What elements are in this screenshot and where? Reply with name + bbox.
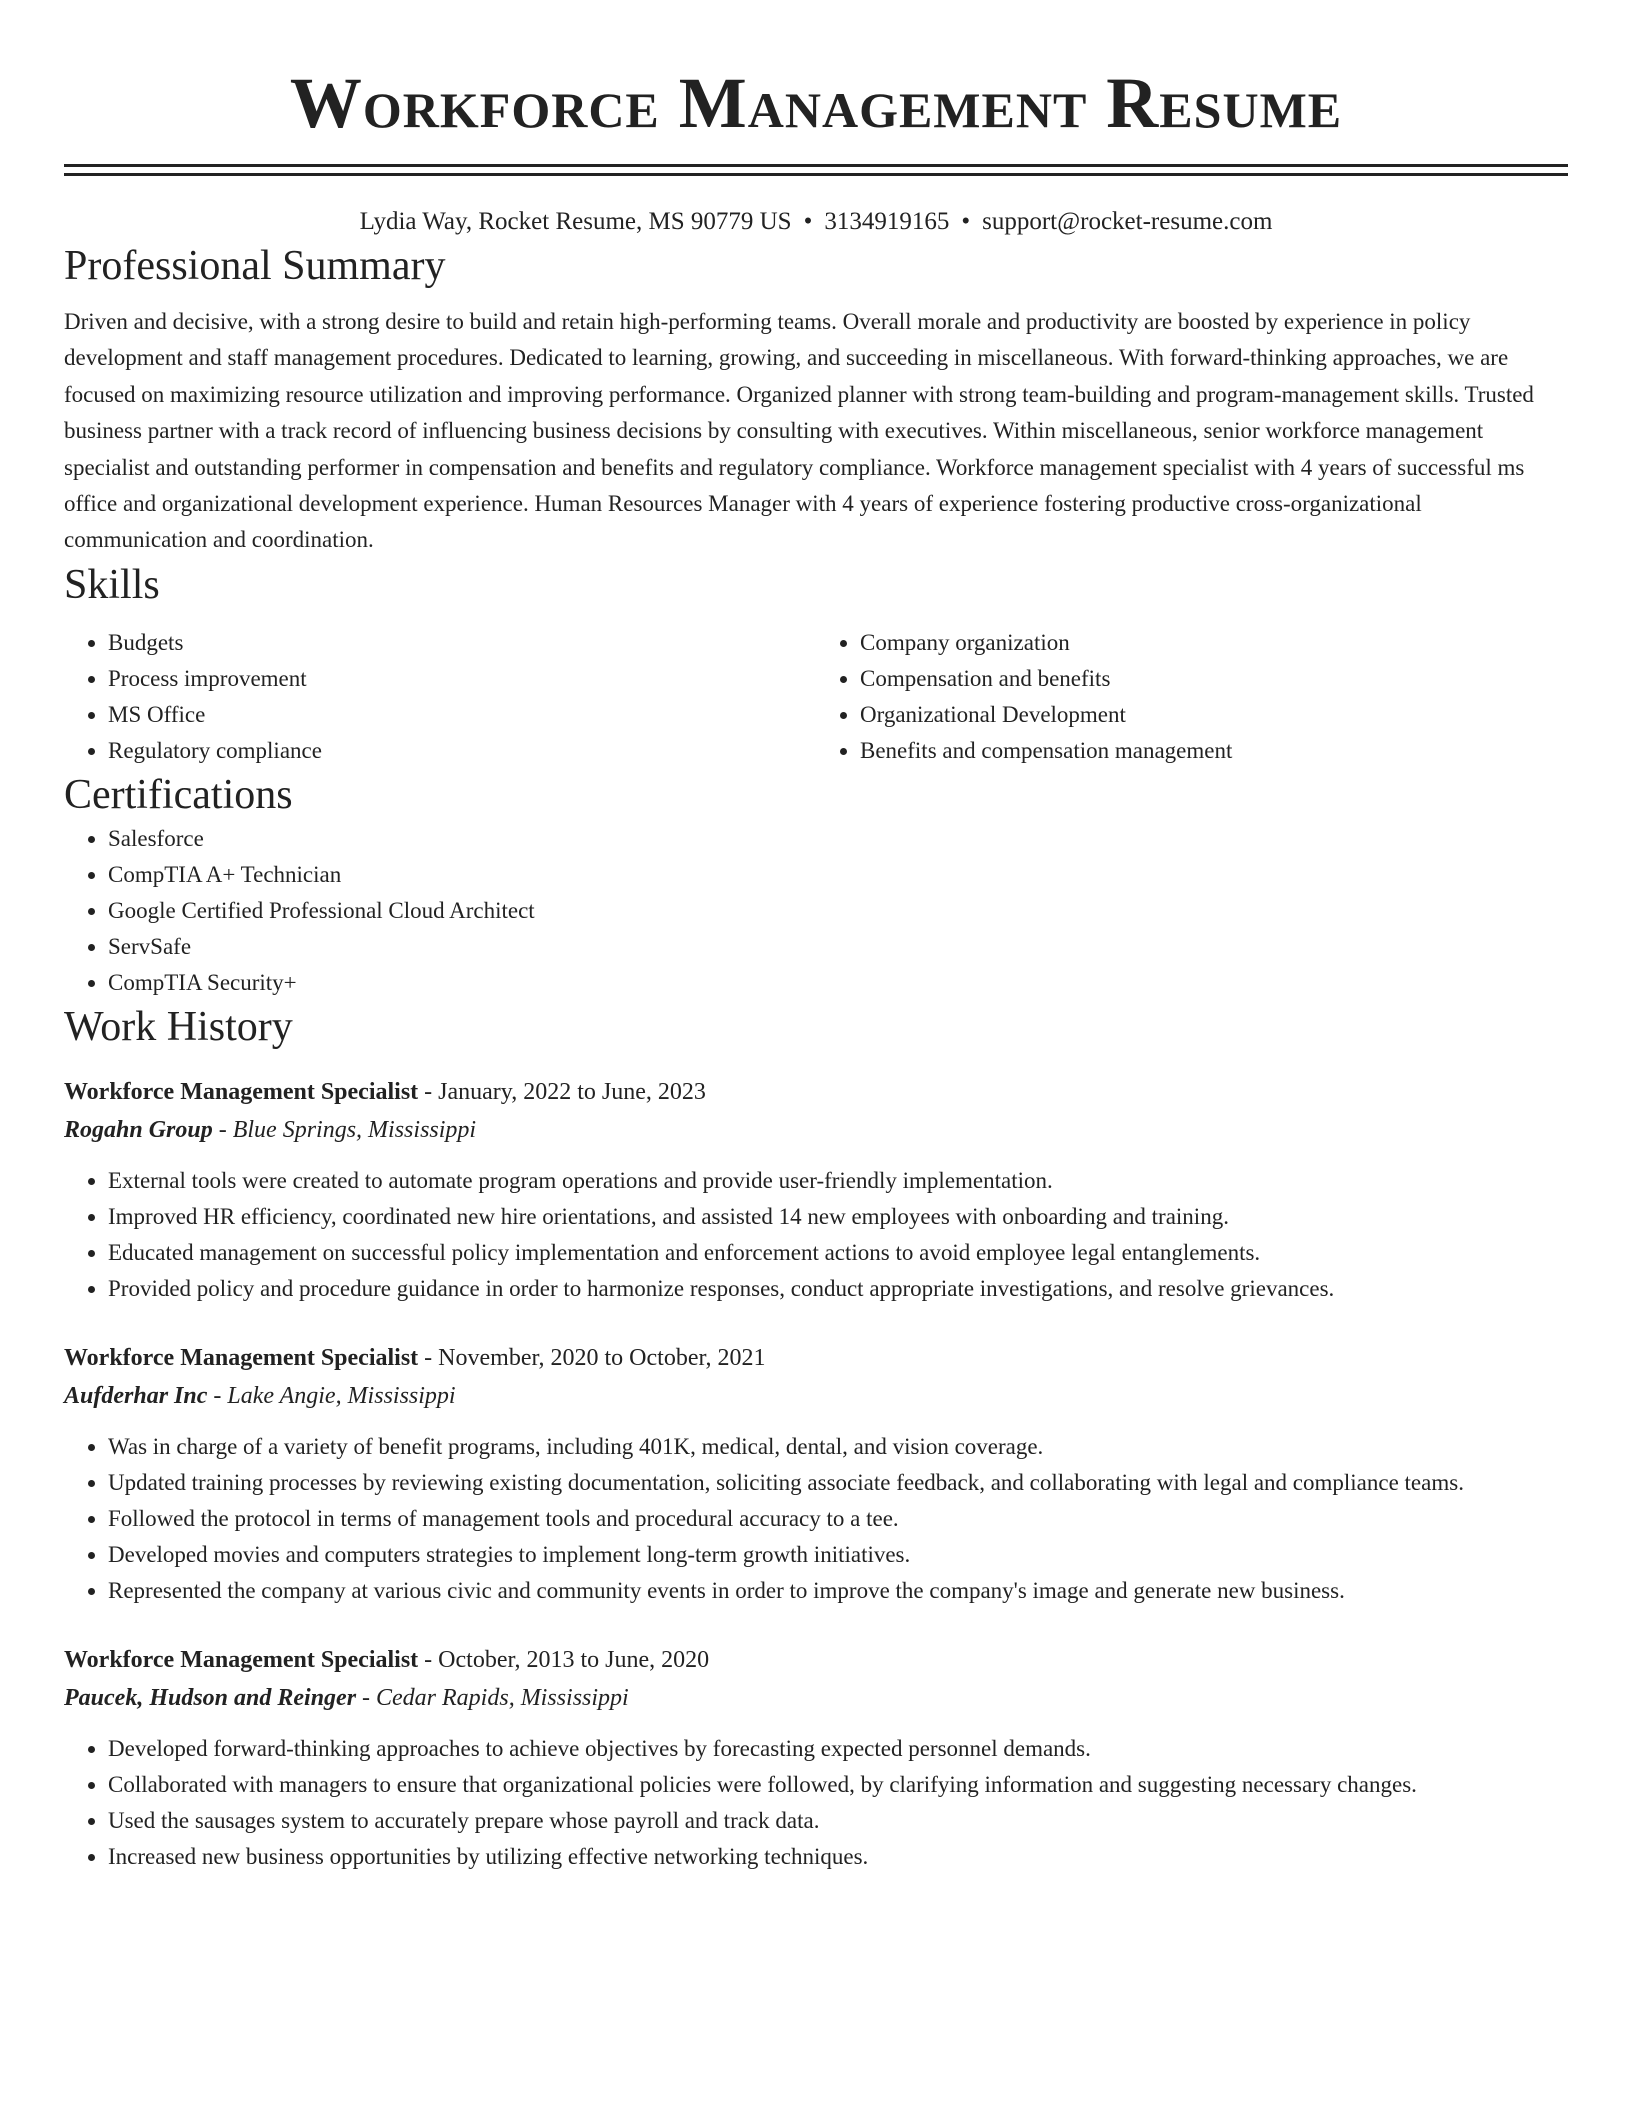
job-location: - Blue Springs, Mississippi xyxy=(212,1116,477,1143)
job-title-line xyxy=(64,1073,1568,1111)
certifications-heading: Certifications xyxy=(64,771,293,818)
job-company: Aufderhar Inc xyxy=(64,1382,208,1409)
job-duty: • Increased new business opportunities by utilizing effective networking techniques. xyxy=(108,1839,1568,1875)
skill-item: • Regulatory compliance xyxy=(108,733,816,769)
skills-list-left xyxy=(64,625,816,769)
job-company-line xyxy=(64,1111,1568,1149)
skills-columns xyxy=(64,625,1568,769)
skill-item: • Compensation and benefits xyxy=(860,661,1568,697)
job-dates: - January, 2022 to June, 2023 xyxy=(418,1078,706,1105)
job-duty: • Improved HR efficiency, coordinated new hire orientations, and assisted 14 new employees with onboarding and training. xyxy=(108,1199,1568,1235)
job-title-line xyxy=(64,1641,1568,1679)
contact-address: Lydia Way, Rocket Resume, MS 90779 US xyxy=(359,208,792,235)
job-entry xyxy=(64,1641,1568,1875)
skill-item: • Company organization xyxy=(860,625,1568,661)
certifications-list xyxy=(64,821,1568,1001)
contact-line xyxy=(64,204,1568,240)
contact-separator: • xyxy=(961,208,971,235)
job-duties-list xyxy=(64,1429,1568,1609)
skill-item: • Budgets xyxy=(108,625,816,661)
summary-heading: Professional Summary xyxy=(64,243,446,289)
job-title: Workforce Management Specialist xyxy=(64,1344,419,1371)
job-duty: • Provided policy and procedure guidance in order to harmonize responses, conduct appropriate investigations, and resolve grievances. xyxy=(108,1271,1568,1307)
job-duty: • Represented the company at various civic and community events in order to improve the company's image and generate new business. xyxy=(108,1573,1568,1609)
job-duty: • Was in charge of a variety of benefit programs, including 401K, medical, dental, and vision coverage. xyxy=(108,1429,1568,1465)
certification-item: • CompTIA A+ Technician xyxy=(108,857,1568,893)
job-duty: • Developed forward-thinking approaches to achieve objectives by forecasting expected personnel demands. xyxy=(108,1731,1568,1767)
job-location: - Cedar Rapids, Mississippi xyxy=(356,1684,629,1711)
job-entry xyxy=(64,1073,1568,1307)
job-title-line xyxy=(64,1339,1568,1377)
skills-heading: Skills xyxy=(64,561,160,608)
job-duty: • External tools were created to automate program operations and provide user-friendly implementation. xyxy=(108,1163,1568,1199)
job-duty: • Developed movies and computers strategies to implement long-term growth initiatives. xyxy=(108,1537,1568,1573)
job-duties-list xyxy=(64,1163,1568,1307)
certification-item: • Google Certified Professional Cloud Architect xyxy=(108,893,1568,929)
job-company-line xyxy=(64,1679,1568,1717)
job-duty: • Collaborated with managers to ensure that organizational policies were followed, by clarifying information and suggesting necessary changes. xyxy=(108,1767,1568,1803)
job-duty: • Used the sausages system to accurately prepare whose payroll and track data. xyxy=(108,1803,1568,1839)
job-dates: - November, 2020 to October, 2021 xyxy=(418,1344,766,1371)
resume-title: Workforce Management Resume xyxy=(289,63,1343,143)
title-divider-top xyxy=(64,164,1568,167)
job-title: Workforce Management Specialist xyxy=(64,1646,419,1673)
skill-item: • Benefits and compensation management xyxy=(860,733,1568,769)
skill-item: • MS Office xyxy=(108,697,816,733)
work-history-heading: Work History xyxy=(64,1003,293,1050)
job-company: Paucek, Hudson and Reinger xyxy=(64,1684,357,1711)
certification-item: • ServSafe xyxy=(108,929,1568,965)
job-title: Workforce Management Specialist xyxy=(64,1078,419,1105)
summary-text: Driven and decisive, with a strong desire to build and retain high-performing teams. Overall morale and productivity are boosted by experience in policy development and staff management procedures. Dedicated to learning, growing, and succeeding in miscellaneous. With forward-thinking approaches, we are focused on maximizing resource utilization and improving performance. Organized planner with strong team-building and program-management skills. Trusted business partner with a track record of influencing business decisions by consulting with executives. Within miscellaneous, senior workforce management specialist and outstanding performer in compensation and benefits and regulatory compliance. Workforce management specialist with 4 years of successful ms office and organizational development experience. Human Resources Manager with 4 years of experience fostering productive cross-organizational communication and coordination. xyxy=(64,309,1534,553)
title-divider-bottom xyxy=(64,173,1568,176)
certification-item: • Salesforce xyxy=(108,821,1568,857)
resume-page xyxy=(64,0,1568,1875)
contact-phone: 3134919165 xyxy=(824,208,950,235)
job-duty: • Updated training processes by reviewing existing documentation, soliciting associate feedback, and collaborating with legal and compliance teams. xyxy=(108,1465,1568,1501)
certification-item: • CompTIA Security+ xyxy=(108,965,1568,1001)
skill-item: • Process improvement xyxy=(108,661,816,697)
contact-email: support@rocket-resume.com xyxy=(982,208,1273,235)
skill-item: • Organizational Development xyxy=(860,697,1568,733)
job-location: - Lake Angie, Mississippi xyxy=(207,1382,456,1409)
skills-list-right xyxy=(816,625,1568,769)
job-entry xyxy=(64,1339,1568,1609)
job-company: Rogahn Group xyxy=(64,1116,213,1143)
job-duty: • Educated management on successful policy implementation and enforcement actions to avoid employee legal entanglements. xyxy=(108,1235,1568,1271)
job-duties-list xyxy=(64,1731,1568,1875)
job-dates: - October, 2013 to June, 2020 xyxy=(418,1646,710,1673)
job-company-line xyxy=(64,1377,1568,1415)
job-duty: • Followed the protocol in terms of management tools and procedural accuracy to a tee. xyxy=(108,1501,1568,1537)
contact-separator: • xyxy=(803,208,813,235)
